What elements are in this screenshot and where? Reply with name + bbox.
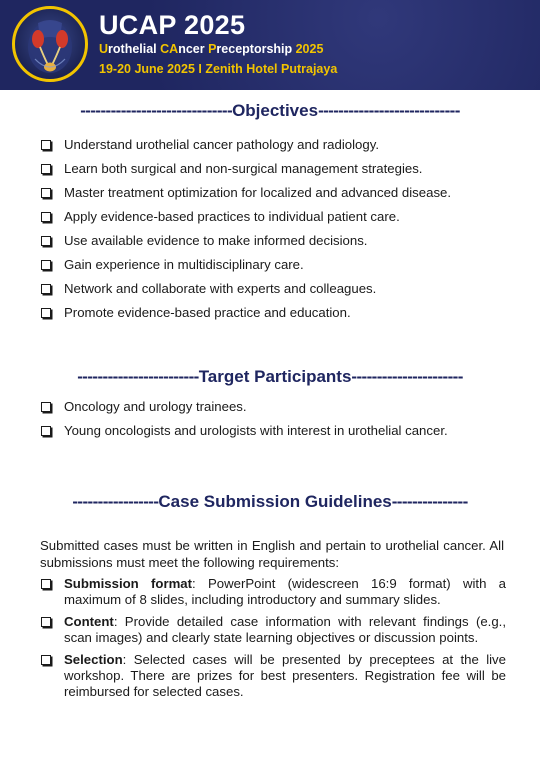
list-item: Gain experience in multidisciplinary care.	[40, 257, 506, 273]
banner-title: UCAP 2025	[99, 10, 246, 40]
checkbox-icon	[41, 284, 51, 294]
checkbox-icon	[41, 140, 51, 150]
checkbox-icon	[41, 164, 51, 174]
checkbox-icon	[41, 308, 51, 318]
list-item: Network and collaborate with experts and colleagues.	[40, 281, 506, 297]
list-item: Use available evidence to make informed decisions.	[40, 233, 506, 249]
objectives-list	[40, 137, 506, 321]
list-item: Selection: Selected cases will be presented by preceptees at the live workshop. There are prizes for best presenters. Registration fee will be reimbursed for selected cases.	[40, 652, 506, 700]
checkbox-icon	[41, 426, 51, 436]
banner-date-venue: 19-20 June 2025 I Zenith Hotel Putrajaya	[99, 62, 338, 76]
checkbox-icon	[41, 617, 51, 627]
objectives-heading: ------------------------------Objectives----------------------------	[80, 101, 460, 120]
guidelines-list	[40, 576, 506, 700]
checkbox-icon	[41, 579, 51, 589]
list-item: Promote evidence-based practice and education.	[40, 305, 506, 321]
participants-heading: ------------------------Target Participants----------------------	[77, 367, 463, 386]
list-item: Learn both surgical and non-surgical management strategies.	[40, 161, 506, 177]
checkbox-icon	[41, 402, 51, 412]
list-item: Oncology and urology trainees.	[40, 399, 506, 415]
list-item: Understand urothelial cancer pathology and radiology.	[40, 137, 506, 153]
banner-subtitle: Urothelial CAncer Preceptorship 2025	[99, 42, 324, 56]
guidelines-intro: Submitted cases must be written in English and pertain to urothelial cancer. All submissions must meet the following requirements:	[40, 538, 504, 570]
checkbox-icon	[41, 260, 51, 270]
checkbox-icon	[41, 236, 51, 246]
checkbox-icon	[41, 212, 51, 222]
participants-list	[40, 399, 506, 439]
urinary-tract-logo	[12, 6, 88, 82]
list-item: Apply evidence-based practices to individual patient care.	[40, 209, 506, 225]
checkbox-icon	[41, 188, 51, 198]
list-item: Content: Provide detailed case information with relevant findings (e.g., scan images) and clearly state learning objectives or discussion points.	[40, 614, 506, 646]
checkbox-icon	[41, 655, 51, 665]
list-item: Young oncologists and urologists with interest in urothelial cancer.	[40, 423, 506, 439]
guidelines-heading: -----------------Case Submission Guidelines---------------	[72, 492, 468, 511]
header-banner	[0, 0, 540, 90]
list-item: Master treatment optimization for localized and advanced disease.	[40, 185, 506, 201]
list-item: Submission format: PowerPoint (widescreen 16:9 format) with a maximum of 8 slides, including introductory and summary slides.	[40, 576, 506, 608]
